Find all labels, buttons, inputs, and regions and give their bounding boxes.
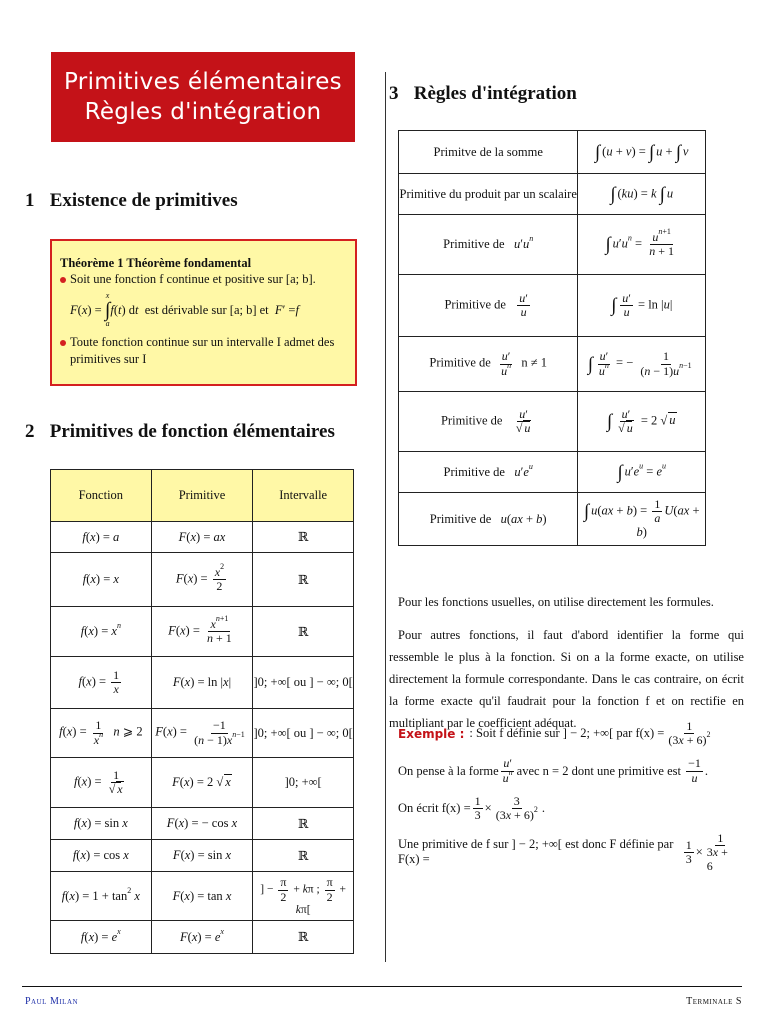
example-block: [398, 720, 738, 883]
header-fonction: Fonction: [51, 470, 152, 522]
footer-author: Paul Milan: [25, 996, 79, 1007]
example-label: Exemple :: [398, 726, 465, 741]
table-row: Primitive de $u'u^n$ ∫ $u'u^n$ = $\frac{u^{n+1}}{n + 1}$: [399, 215, 706, 275]
example-line-3: On écrit f(x) = $\frac{1}{3}$ × $\frac{3}{(3x + 6)^2}$ .: [398, 793, 545, 822]
table-row: f(x) = $\frac{1}{x^n}$ n ⩾ 2 F(x) = $\frac{-1}{(n - 1)x^{n-1}}$ ]0; +∞[ ou ] − ∞; 0[: [51, 709, 354, 758]
table-row: Primitive de $u'e^u$ ∫ $u'e^u = e^u$: [399, 452, 706, 493]
title-line-1: Primitives élémentaires: [64, 69, 342, 95]
theorem-bullet-1: Soit une fonction f continue et positive sur [a; b].: [60, 271, 347, 288]
theorem-bullet-2: Toute fonction continue sur un intervalle I admet des primitives sur I: [60, 334, 347, 368]
header-primitive: Primitive: [151, 470, 253, 522]
example-line-2: On pense à la forme $\frac{u'}{u^n}$ avec n = 2 dont une primitive est $\frac{-1}{u}$ .: [398, 756, 708, 785]
footer-rule: [22, 986, 742, 987]
table-row: $f(x) = e^x$ $F(x) = e^x$ ℝ: [51, 921, 354, 954]
table-row: Primitive du produit par un scalaire ∫ (ku) = k ∫ u: [399, 174, 706, 215]
table-row: Primitve de la somme ∫ (u + v) = ∫ u + ∫ v: [399, 131, 706, 174]
table-row: Primitive de $\frac{u'}{u^n}$ n ≠ 1 ∫ $\frac{u'}{u^n}$ = − $\frac{1}{(n - 1)u^{n-1}}$: [399, 337, 706, 392]
section-3-heading: 3 Règles d'intégration: [389, 83, 577, 104]
table-row: f(x) = $\frac{1}{x}$ F(x) = ln |x| ]0; +∞[ ou ] − ∞; 0[: [51, 657, 354, 709]
theorem-heading: Théorème 1 Théorème fondamental: [60, 256, 252, 270]
theorem-formula: F ( x ) = x ∫ a f ( t ) d t est dérivable sur [a; b] et F ′ = f: [70, 291, 299, 328]
section-2-heading: 2 Primitives de fonction élémentaires: [25, 421, 335, 442]
integration-rules-table: [398, 130, 706, 546]
table-row: Primitive de $\frac{u'}{u}$ ∫ $\frac{u'}{u}$ = ln |u|: [399, 275, 706, 337]
theorem-box: [50, 239, 357, 386]
table-row: $f(x) = x^n$ F(x) = $\frac{x^{n+1}}{n + 1}$ ℝ: [51, 607, 354, 657]
table-row: f(x) = x F(x) = $\frac{x^2}{2}$ ℝ: [51, 553, 354, 607]
table-row: Primitive de u(ax + b) ∫ u(ax + b) = $\frac{1}{a}$ U(ax + b): [399, 493, 706, 546]
header-intervalle: Intervalle: [253, 470, 354, 522]
title-line-2: Règles d'intégration: [84, 99, 322, 125]
table-row: Primitive de $\frac{u'}{√ u}$ ∫ $\frac{u'}{√ u}$ = 2 √ u: [399, 392, 706, 452]
table-row: f(x) = a F(x) = ax ℝ: [51, 522, 354, 553]
column-divider: [385, 72, 386, 962]
table-row: $f(x) = 1 + \tan^2 x$ F(x) = tan x ] − $\frac{\pi}{2}$ + kπ ; $\frac{\pi}{2}$ + kπ[: [51, 872, 354, 921]
table-row: f(x) = cos x F(x) = sin x ℝ: [51, 840, 354, 872]
title-banner: [51, 52, 355, 142]
table-row: f(x) = sin x F(x) = − cos x ℝ: [51, 808, 354, 840]
footer-class: Terminale S: [686, 996, 742, 1007]
table-row: f(x) = $\frac{1}{√ x}$ F(x) = 2 √ x ]0; +∞[: [51, 758, 354, 808]
example-line-4: Une primitive de f sur ] − 2; +∞[ est donc F définie par F(x) = $\frac{1}{3}$ × $\frac{1}{3x + 6}$: [398, 831, 728, 873]
primitives-table: [50, 469, 354, 954]
paragraph-1: Pour les fonctions usuelles, on utilise directement les formules.: [398, 595, 714, 609]
paragraph-2: Pour autres fonctions, il faut d'abord identifier la forme qui ressemble le plus à la fonction. Si on a la forme exacte, on utilise directement la formule correspondante. Dans le cas contraire, on écrit la forme exacte qu'il faudrait pour la fonction f et on rectifie en multipliant par le coefficient adéquat.: [389, 628, 744, 730]
example-line-1: Exemple : : Soit f définie sur ] − 2; +∞[ par f(x) = $\frac{1}{(3x + 6)^2}$: [398, 719, 711, 748]
section-1-heading: 1 Existence de primitives: [25, 190, 238, 211]
